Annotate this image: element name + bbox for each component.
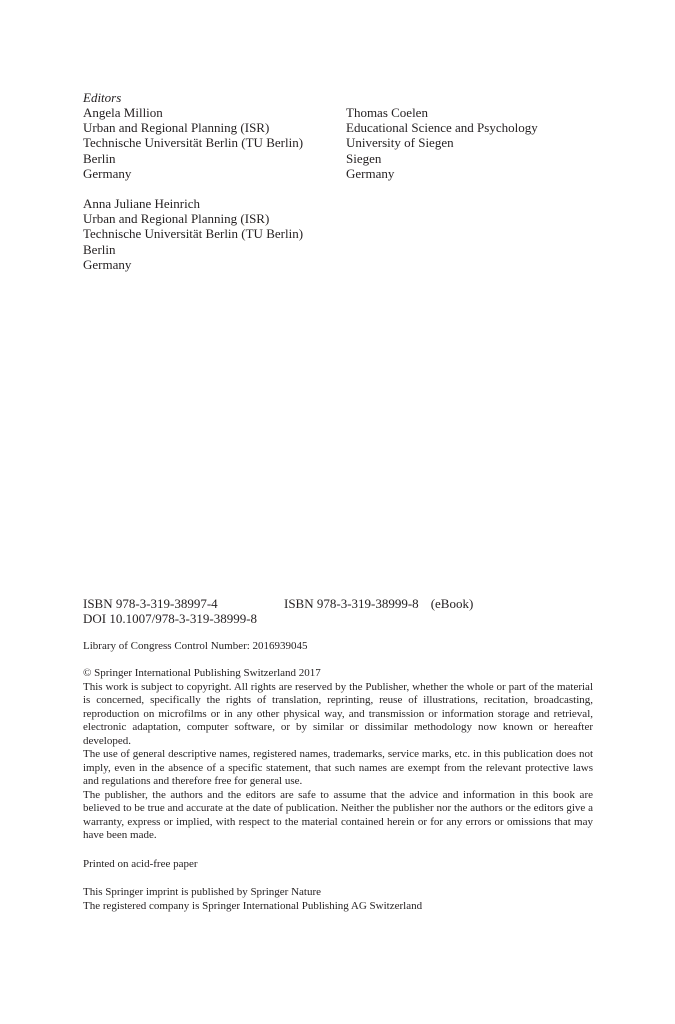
isbn-ebook: ISBN 978-3-319-38999-8 (284, 596, 419, 611)
editor-city: Berlin (83, 150, 116, 166)
copyright-paragraph: This work is subject to copyright. All rights are reserved by the Publisher, whether the whole or part of the material is concerned, specifically the rights of translation, reprinting, reuse of illustrations, recitation, broadcasting, reproduction on microfilms or in any other physical way, and transmission or information storage and retrieval, electronic adaptation, computer software, or by similar or dissimilar methodology now known or hereafter developed. (83, 680, 593, 747)
editor-name: Thomas Coelen (346, 105, 428, 120)
printed-on-note: Printed on acid-free paper (83, 858, 198, 870)
editor-entry (83, 105, 303, 181)
editor-city: Berlin (83, 241, 116, 257)
editor-institution: Technische Universität Berlin (TU Berlin) (83, 135, 304, 151)
copyright-notice: © Springer International Publishing Switzerland 2017 (83, 667, 321, 679)
editor-department: Urban and Regional Planning (ISR) (83, 120, 270, 136)
editor-entry (346, 105, 538, 181)
library-of-congress-number: Library of Congress Control Number: 2016939045 (83, 640, 308, 652)
imprint-line: This Springer imprint is published by Springer Nature (83, 886, 321, 898)
editor-country: Germany (346, 165, 395, 181)
copyright-paragraph: The publisher, the authors and the editors are safe to assume that the advice and information in this book are believed to be true and accurate at the date of publication. Neither the publisher nor the authors or the editors give a warranty, express or implied, with respect to the material contained herein or for any errors or omissions that may have been made. (83, 788, 593, 841)
copyright-block (83, 667, 593, 843)
isbn-block (83, 596, 603, 626)
doi: DOI 10.1007/978-3-319-38999-8 (83, 611, 258, 627)
editor-city: Siegen (346, 150, 382, 166)
editor-institution: Technische Universität Berlin (TU Berlin) (83, 226, 304, 242)
imprint-line: The registered company is Springer International Publishing AG Switzerland (83, 899, 423, 912)
editor-country: Germany (83, 165, 132, 181)
editor-country: Germany (83, 256, 132, 272)
editor-department: Urban and Regional Planning (ISR) (83, 211, 270, 227)
editor-name: Anna Juliane Heinrich (83, 196, 200, 211)
imprint-block (83, 886, 422, 913)
editors-heading: Editors (83, 90, 122, 105)
copyright-paragraph: The use of general descriptive names, registered names, trademarks, service marks, etc. in this publication does not imply, even in the absence of a specific statement, that such names are exempt from the relevant protective laws and regulations and therefore free for general use. (83, 748, 593, 787)
isbn-ebook-tag: (eBook) (430, 596, 474, 611)
editor-entry (83, 196, 303, 272)
editor-department: Educational Science and Psychology (346, 120, 538, 136)
isbn-print: ISBN 978-3-319-38997-4 (83, 596, 218, 611)
editor-institution: University of Siegen (346, 135, 454, 151)
editor-name: Angela Million (83, 105, 163, 120)
